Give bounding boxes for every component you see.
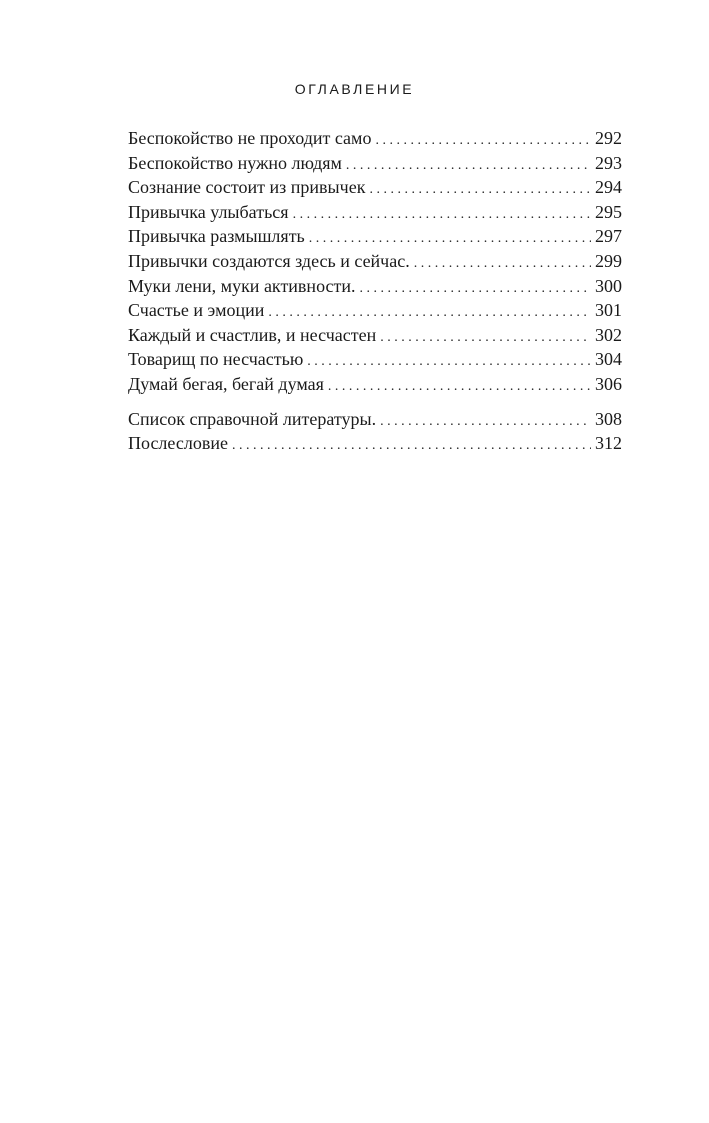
toc-dot-leader: [346, 154, 591, 179]
toc-entry: [128, 126, 622, 151]
toc-entry-page: 301: [595, 300, 622, 321]
table-of-contents: [128, 126, 622, 456]
toc-entry: [128, 372, 622, 397]
toc-dot-leader: [360, 277, 591, 302]
toc-entry: [128, 274, 622, 299]
toc-entry-title: Послесловие: [128, 433, 228, 454]
toc-entry-title: Беспокойство нужно людям: [128, 152, 342, 173]
toc-dot-leader: [328, 375, 591, 400]
toc-dot-leader: [369, 178, 591, 203]
toc-entry-page: 295: [595, 201, 622, 222]
toc-entry-page: 302: [595, 324, 622, 345]
toc-entry-page: 292: [595, 128, 622, 148]
toc-entry: [128, 298, 622, 323]
toc-entry-title: Список справочной литературы.: [128, 408, 377, 429]
toc-entry: [128, 175, 622, 200]
toc-entry: [128, 151, 622, 176]
toc-dot-leader: [380, 410, 591, 435]
toc-heading: ОГЛАВЛЕНИЕ: [294, 81, 415, 97]
toc-entry: [128, 200, 622, 225]
toc-dot-leader: [293, 203, 591, 228]
toc-entry-title: Думай бегая, бегай думая: [128, 373, 324, 394]
toc-entry-page: 304: [595, 349, 622, 370]
toc-entry-page: 294: [595, 177, 622, 198]
toc-entry-page: 306: [595, 373, 622, 394]
toc-entry-page: 299: [595, 250, 622, 271]
toc-entry-title: Муки лени, муки активности.: [128, 275, 356, 296]
toc-entry-title: Привычка улыбаться: [128, 201, 289, 222]
toc-entry-title: Счастье и эмоции: [128, 300, 265, 321]
toc-entry-title: Товарищ по несчастью: [128, 349, 304, 370]
toc-entry: [128, 431, 622, 456]
toc-entry-title: Сознание состоит из привычек: [128, 177, 366, 198]
toc-dot-leader: [380, 326, 591, 351]
toc-entry-title: Привычка размышлять: [128, 226, 305, 247]
toc-entry-title: Каждый и счастлив, и несчастен: [128, 324, 377, 345]
toc-entry: [128, 249, 622, 274]
toc-entry-title: Беспокойство не проходит само: [128, 128, 372, 148]
toc-entry: [128, 407, 622, 432]
toc-entry-page: 300: [595, 275, 622, 296]
toc-dot-leader: [307, 350, 591, 375]
toc-entry: [128, 224, 622, 249]
toc-entry-page: 312: [595, 433, 622, 454]
toc-entry-page: 293: [595, 152, 622, 173]
toc-main-entries: [128, 126, 622, 397]
toc-entry-page: 308: [595, 408, 622, 429]
toc-dot-leader: [414, 252, 591, 277]
toc-back-matter: [128, 407, 622, 456]
toc-entry: [128, 323, 622, 348]
toc-dot-leader: [232, 434, 591, 459]
toc-entry-title: Привычки создаются здесь и сейчас.: [128, 250, 410, 271]
toc-dot-leader: [375, 129, 591, 154]
toc-entry: [128, 347, 622, 372]
toc-entry-page: 297: [595, 226, 622, 247]
